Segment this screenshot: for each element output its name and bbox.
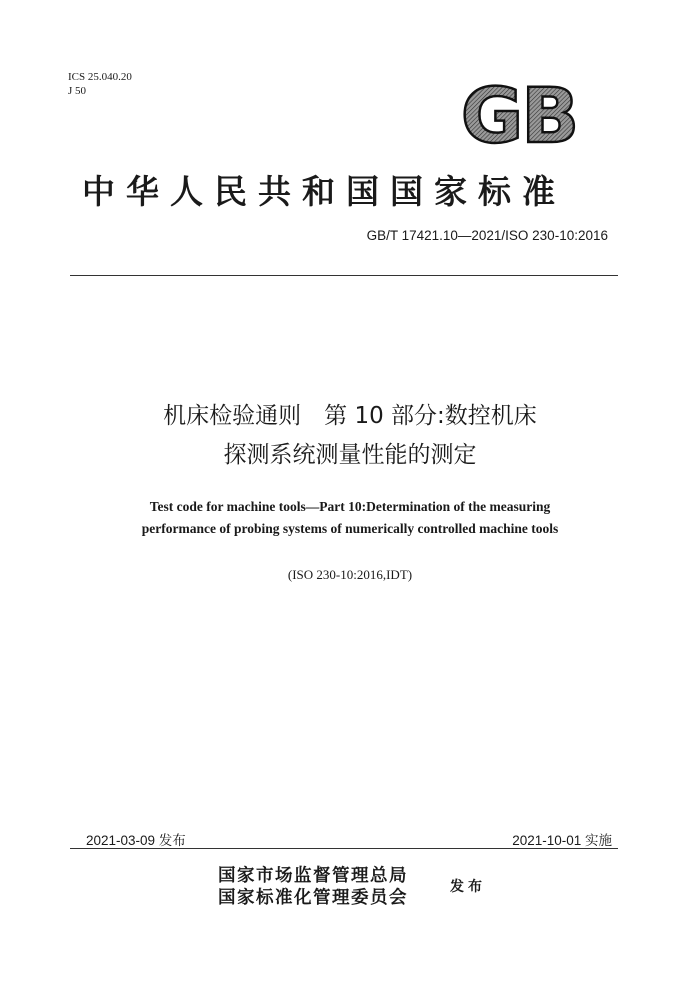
iso-equivalence: (ISO 230-10:2016,IDT) [287,567,413,582]
gb-logo-text: GB [460,82,578,148]
ccs-code: J 50 [68,85,87,97]
issue-date: 2021-03-09 发布 [86,833,186,848]
footer-divider [70,848,618,849]
title-en-line-1: Test code for machine tools—Part 10:Determination of the measuring [149,499,551,514]
title-en-line-2: performance of probing systems of numerically controlled machine tools [141,521,559,536]
title-zh-line-2: 探测系统测量性能的测定 [223,442,477,468]
issuer-sac: 国家标准化管理委员会 [218,888,408,908]
issuer-samr: 国家市场监督管理总局 [218,866,408,886]
ics-code: ICS 25.040.20 [68,71,132,83]
standard-number: GB/T 17421.10—2021/ISO 230-10:2016 [366,228,608,243]
implementation-date: 2021-10-01 实施 [512,833,612,848]
gb-logo-icon [452,82,586,148]
title-zh-line-1: 机床检验通则 第 10 部分:数控机床 [163,403,537,429]
publish-label: 发布 [450,879,486,895]
national-standard-title: 中华人民共和国国家标准 [82,172,566,211]
header-divider [70,275,618,276]
classification-codes [68,70,132,98]
